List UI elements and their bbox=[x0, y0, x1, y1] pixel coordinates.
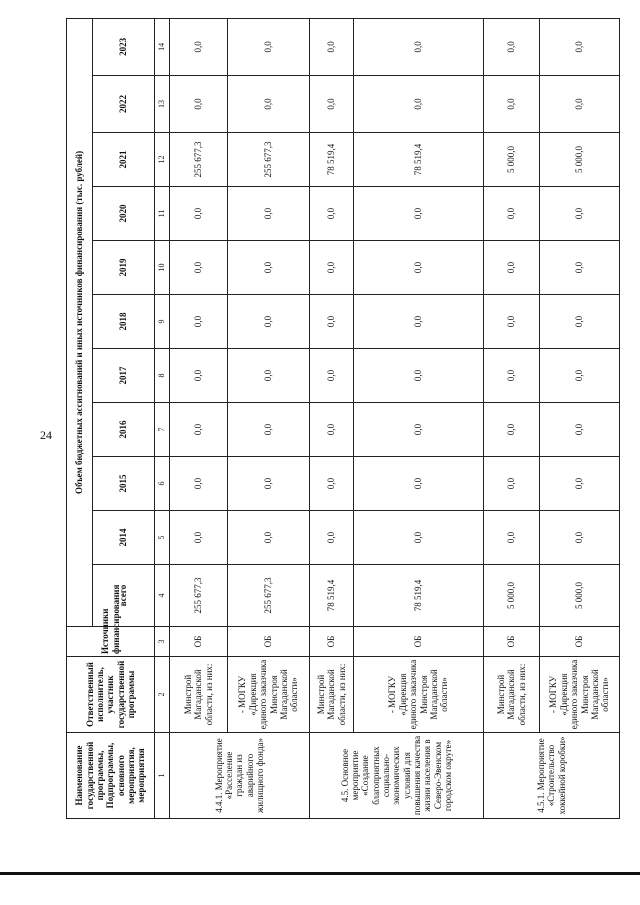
year-value-cell: 0,0 bbox=[354, 295, 484, 349]
year-value-cell: 0,0 bbox=[354, 18, 484, 75]
table-row bbox=[170, 18, 228, 818]
header-name: Наименование государственной программы, Подпрограммы, основного мероприятия, мероприятия bbox=[67, 733, 155, 819]
table-row bbox=[540, 18, 620, 818]
year-value-cell: 0,0 bbox=[228, 187, 310, 241]
total-cell: 255 677,3 bbox=[170, 565, 228, 627]
activity-name-cell: 4.4.1. Мероприятие «Расселение граждан из аварийного жилищного фонда» bbox=[170, 733, 310, 819]
year-value-cell: 0,0 bbox=[540, 349, 620, 403]
column-number: 1 bbox=[155, 733, 170, 819]
year-value-cell: 5 000,0 bbox=[540, 133, 620, 187]
column-number: 13 bbox=[155, 76, 170, 133]
table-row bbox=[484, 18, 540, 818]
year-value-cell: 78 519,4 bbox=[354, 133, 484, 187]
year-value-cell: 0,0 bbox=[484, 187, 540, 241]
year-value-cell: 0,0 bbox=[228, 349, 310, 403]
total-cell: 78 519,4 bbox=[310, 565, 354, 627]
year-value-cell: 0,0 bbox=[354, 76, 484, 133]
year-value-cell: 5 000,0 bbox=[484, 133, 540, 187]
header-year: 2021 bbox=[93, 133, 155, 187]
year-value-cell: 255 677,3 bbox=[228, 133, 310, 187]
source-cell: ОБ bbox=[354, 627, 484, 657]
year-value-cell: 0,0 bbox=[540, 187, 620, 241]
source-cell: ОБ bbox=[228, 627, 310, 657]
year-value-cell: 0,0 bbox=[310, 241, 354, 295]
activity-name-cell: 4.5. Основное мероприятие «Создание благоприятных социально-экономических условий для повышения качества жизни населения в Северо-Эвенском городском округе» bbox=[310, 733, 484, 819]
year-value-cell: 0,0 bbox=[228, 457, 310, 511]
bottom-rule bbox=[0, 872, 640, 875]
year-value-cell: 0,0 bbox=[540, 403, 620, 457]
header-year: 2020 bbox=[93, 187, 155, 241]
year-value-cell: 0,0 bbox=[310, 403, 354, 457]
column-number-row bbox=[155, 18, 170, 818]
year-value-cell: 0,0 bbox=[310, 18, 354, 75]
year-value-cell: 0,0 bbox=[354, 457, 484, 511]
year-value-cell: 0,0 bbox=[484, 403, 540, 457]
rotated-table-area bbox=[66, 19, 611, 819]
year-value-cell: 0,0 bbox=[170, 295, 228, 349]
year-value-cell: 0,0 bbox=[170, 349, 228, 403]
year-value-cell: 0,0 bbox=[310, 295, 354, 349]
year-value-cell: 0,0 bbox=[484, 457, 540, 511]
header-year: 2019 bbox=[93, 241, 155, 295]
header-year: 2015 bbox=[93, 457, 155, 511]
year-value-cell: 0,0 bbox=[170, 18, 228, 75]
column-number: 8 bbox=[155, 349, 170, 403]
header-executor: Ответственный исполнитель, участник государственной программы bbox=[67, 657, 155, 733]
column-number: 9 bbox=[155, 295, 170, 349]
header-source: Источники финансирования bbox=[67, 627, 155, 657]
table-row bbox=[354, 18, 484, 818]
year-value-cell: 0,0 bbox=[228, 511, 310, 565]
column-number: 7 bbox=[155, 403, 170, 457]
header-year: 2017 bbox=[93, 349, 155, 403]
column-number: 10 bbox=[155, 241, 170, 295]
header-total: всего bbox=[93, 565, 155, 627]
year-value-cell: 0,0 bbox=[310, 76, 354, 133]
year-value-cell: 0,0 bbox=[540, 241, 620, 295]
executor-cell: Минстрой Магаданской области, из них: bbox=[310, 657, 354, 733]
total-cell: 255 677,3 bbox=[228, 565, 310, 627]
source-cell: ОБ bbox=[484, 627, 540, 657]
year-value-cell: 0,0 bbox=[170, 511, 228, 565]
year-value-cell: 0,0 bbox=[540, 76, 620, 133]
header-year: 2014 bbox=[93, 511, 155, 565]
executor-cell: - МОГКУ «Дирекция единого заказчика Минстроя Магаданской области» bbox=[228, 657, 310, 733]
year-value-cell: 0,0 bbox=[354, 241, 484, 295]
column-number: 4 bbox=[155, 565, 170, 627]
executor-cell: - МОГКУ «Дирекция единого заказчика Минстроя Магаданской области» bbox=[354, 657, 484, 733]
year-value-cell: 78 519,4 bbox=[310, 133, 354, 187]
year-value-cell: 0,0 bbox=[228, 241, 310, 295]
year-value-cell: 0,0 bbox=[228, 403, 310, 457]
year-value-cell: 0,0 bbox=[228, 18, 310, 75]
header-year: 2023 bbox=[93, 18, 155, 75]
source-cell: ОБ bbox=[170, 627, 228, 657]
column-number: 6 bbox=[155, 457, 170, 511]
source-cell: ОБ bbox=[310, 627, 354, 657]
year-value-cell: 0,0 bbox=[540, 18, 620, 75]
executor-cell: Минстрой Магаданской области, из них: bbox=[170, 657, 228, 733]
year-value-cell: 0,0 bbox=[170, 76, 228, 133]
year-value-cell: 0,0 bbox=[310, 349, 354, 403]
total-cell: 5 000,0 bbox=[484, 565, 540, 627]
column-number: 12 bbox=[155, 133, 170, 187]
year-value-cell: 0,0 bbox=[484, 241, 540, 295]
column-number: 14 bbox=[155, 18, 170, 75]
year-value-cell: 0,0 bbox=[310, 511, 354, 565]
table-row bbox=[228, 18, 310, 818]
year-value-cell: 0,0 bbox=[484, 511, 540, 565]
header-year: 2016 bbox=[93, 403, 155, 457]
year-value-cell: 0,0 bbox=[540, 457, 620, 511]
year-value-cell: 0,0 bbox=[354, 511, 484, 565]
column-number: 2 bbox=[155, 657, 170, 733]
table-rotator bbox=[66, 19, 611, 819]
activity-name-cell: 4.5.1. Мероприятие «Строительство хоккейной коробки» bbox=[484, 733, 620, 819]
year-value-cell: 0,0 bbox=[170, 187, 228, 241]
column-number: 3 bbox=[155, 627, 170, 657]
total-cell: 78 519,4 bbox=[354, 565, 484, 627]
year-value-cell: 0,0 bbox=[354, 349, 484, 403]
table-row bbox=[310, 18, 354, 818]
year-value-cell: 0,0 bbox=[354, 187, 484, 241]
header-volume: Объем бюджетных ассигнований и иных источников финансирования (тыс. рублей) bbox=[67, 18, 93, 626]
year-value-cell: 0,0 bbox=[310, 457, 354, 511]
year-value-cell: 0,0 bbox=[484, 76, 540, 133]
year-value-cell: 0,0 bbox=[170, 403, 228, 457]
total-cell: 5 000,0 bbox=[540, 565, 620, 627]
table-body bbox=[170, 18, 620, 818]
year-value-cell: 0,0 bbox=[484, 295, 540, 349]
year-value-cell: 0,0 bbox=[170, 241, 228, 295]
budget-table bbox=[66, 18, 620, 819]
executor-cell: - МОГКУ «Дирекция единого заказчика Минстроя Магаданской области» bbox=[540, 657, 620, 733]
year-value-cell: 0,0 bbox=[540, 511, 620, 565]
year-value-cell: 0,0 bbox=[540, 295, 620, 349]
column-number: 5 bbox=[155, 511, 170, 565]
column-number: 11 bbox=[155, 187, 170, 241]
header-year: 2022 bbox=[93, 76, 155, 133]
year-value-cell: 0,0 bbox=[170, 457, 228, 511]
year-value-cell: 255 677,3 bbox=[170, 133, 228, 187]
source-cell: ОБ bbox=[540, 627, 620, 657]
year-value-cell: 0,0 bbox=[354, 403, 484, 457]
header-year: 2018 bbox=[93, 295, 155, 349]
year-value-cell: 0,0 bbox=[484, 349, 540, 403]
year-value-cell: 0,0 bbox=[484, 18, 540, 75]
year-value-cell: 0,0 bbox=[228, 295, 310, 349]
year-value-cell: 0,0 bbox=[228, 76, 310, 133]
year-value-cell: 0,0 bbox=[310, 187, 354, 241]
page-number: 24 bbox=[40, 428, 52, 442]
executor-cell: Минстрой Магаданской области, из них: bbox=[484, 657, 540, 733]
